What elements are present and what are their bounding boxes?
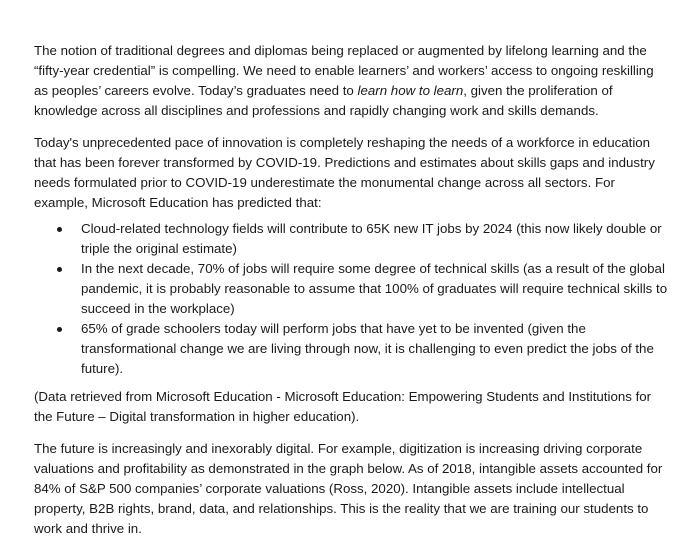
list-item-text: 65% of grade schoolers today will perform jobs that have yet to be invented (given the transformational change we are living through now, it is challenging to even predict the jobs of the future). <box>81 321 654 376</box>
paragraph-digital-future: The future is increasingly and inexorably digital. For example, digitization is increasing driving corporate valuations and profitability as demonstrated in the graph below. As of 2018, intangible assets accounted for 84% of S&P 500 companies’ corporate valuations (Ross, 2020). Intangible assets include intellectual property, B2B rights, brand, data, and relationships. This is the reality that we are training our students to work and thrive in. <box>34 441 663 536</box>
list-item <box>81 219 671 259</box>
list-item <box>81 259 671 319</box>
list-item-text: In the next decade, 70% of jobs will require some degree of technical skills (as a result of the global pandemic, it is probably reasonable to assume that 100% of graduates will require technical skills to succeed in the workplace) <box>81 261 668 316</box>
emphasis-text: learn how to learn <box>357 83 464 98</box>
bullet-icon <box>57 227 62 232</box>
paragraph-lifelong-learning <box>34 41 671 121</box>
paragraph-text: , given the proliferation of knowledge across all disciplines and professions and rapidly changing work and skills demands. <box>34 83 613 118</box>
bullet-icon <box>57 267 62 272</box>
paragraph-innovation: Today's unprecedented pace of innovation is completely reshaping the needs of a workforce in education that has been forever transformed by COVID-19. Predictions and estimates about skills gaps and industry needs formulated prior to COVID-19 underestimate the monumental change across all sectors. For example, Microsoft Education has predicted that: <box>34 135 655 210</box>
paragraph-text: The notion of traditional degrees and diplomas being replaced or augmented by lifelong learning and the “fifty-year credential” is compelling. We need to enable learners’ and workers’ access to ongoing reskilling as peoples’ careers evolve. Today’s graduates need to <box>34 43 654 98</box>
list-item <box>81 319 671 379</box>
bullet-list <box>34 219 671 379</box>
list-item-text: Cloud-related technology fields will contribute to 65K new IT jobs by 2024 (this now likely double or triple the original estimate) <box>81 221 662 256</box>
paragraph-citation: (Data retrieved from Microsoft Education - Microsoft Education: Empowering Students and Institutions for the Future – Digital transformation in higher education). <box>34 389 652 424</box>
bullet-icon <box>57 327 62 332</box>
